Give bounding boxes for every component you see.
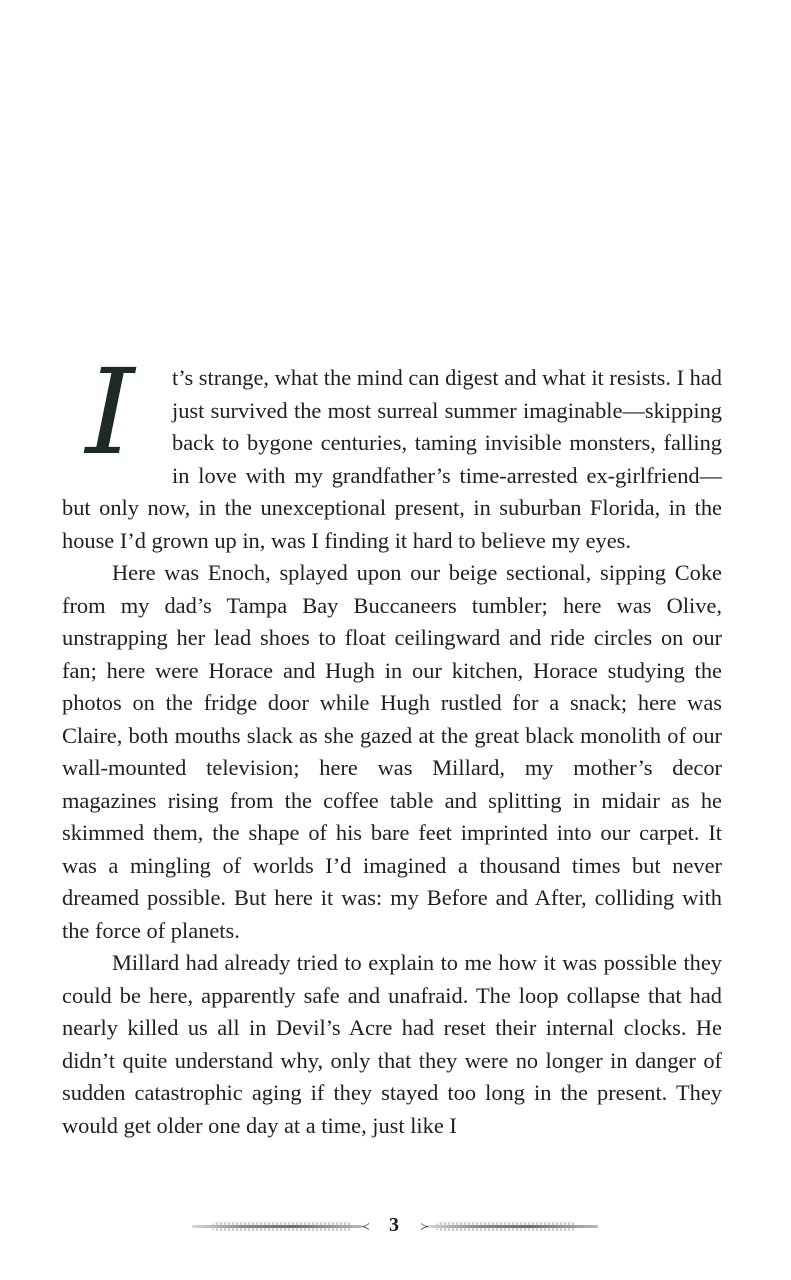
drop-cap-initial: I [85, 343, 135, 481]
footer-ornament-right [420, 1222, 598, 1232]
footer-ornament-left [192, 1222, 370, 1232]
page-footer [0, 1212, 791, 1242]
paragraph-3: Millard had already tried to explain to me how it was possible they could be here, apparently safe and unafraid. The loop collapse that had nearly killed us all in Devil’s Acre had reset their internal clocks. He didn’t quite understand why, only that they were no longer in danger of sudden catastrophic aging if they stayed too long in the present. They would get older one day at a time, just like I [62, 950, 722, 1138]
paragraph-1 [62, 343, 722, 557]
ornament-right-tip: ≻ [420, 1221, 430, 1233]
paragraph-1-text: t’s strange, what the mind can digest and what it resists. I had just survived the most surreal summer imaginable—skipping back to bygone centuries, taming invisible monsters, falling in love with my grandfather’s time-arrested ex-girlfriend—but only now, in the unexceptional present, in suburban Florida, in the house I’d grown up in, was I finding it hard to believe my eyes. [62, 365, 722, 553]
ornament-left-tip: ≺ [360, 1221, 370, 1233]
page-number: 3 [389, 1214, 399, 1236]
body-text [62, 343, 722, 1142]
paragraph-2: Here was Enoch, splayed upon our beige sectional, sipping Coke from my dad’s Tampa Bay Buccaneers tumbler; here was Olive, unstrapping her lead shoes to float ceilingward and ride circles on our fan; here were Horace and Hugh in our kitchen, Horace studying the photos on the fridge door while Hugh rustled for a snack; here was Claire, both mouths slack as she gazed at the great black monolith of our wall-mounted television; here was Millard, my mother’s decor magazines rising from the coffee table and splitting in midair as he skimmed them, the shape of his bare feet imprinted into our carpet. It was a mingling of worlds I’d imagined a thousand times but never dreamed possible. But here it was: my Before and After, colliding with the force of planets. [62, 560, 722, 943]
